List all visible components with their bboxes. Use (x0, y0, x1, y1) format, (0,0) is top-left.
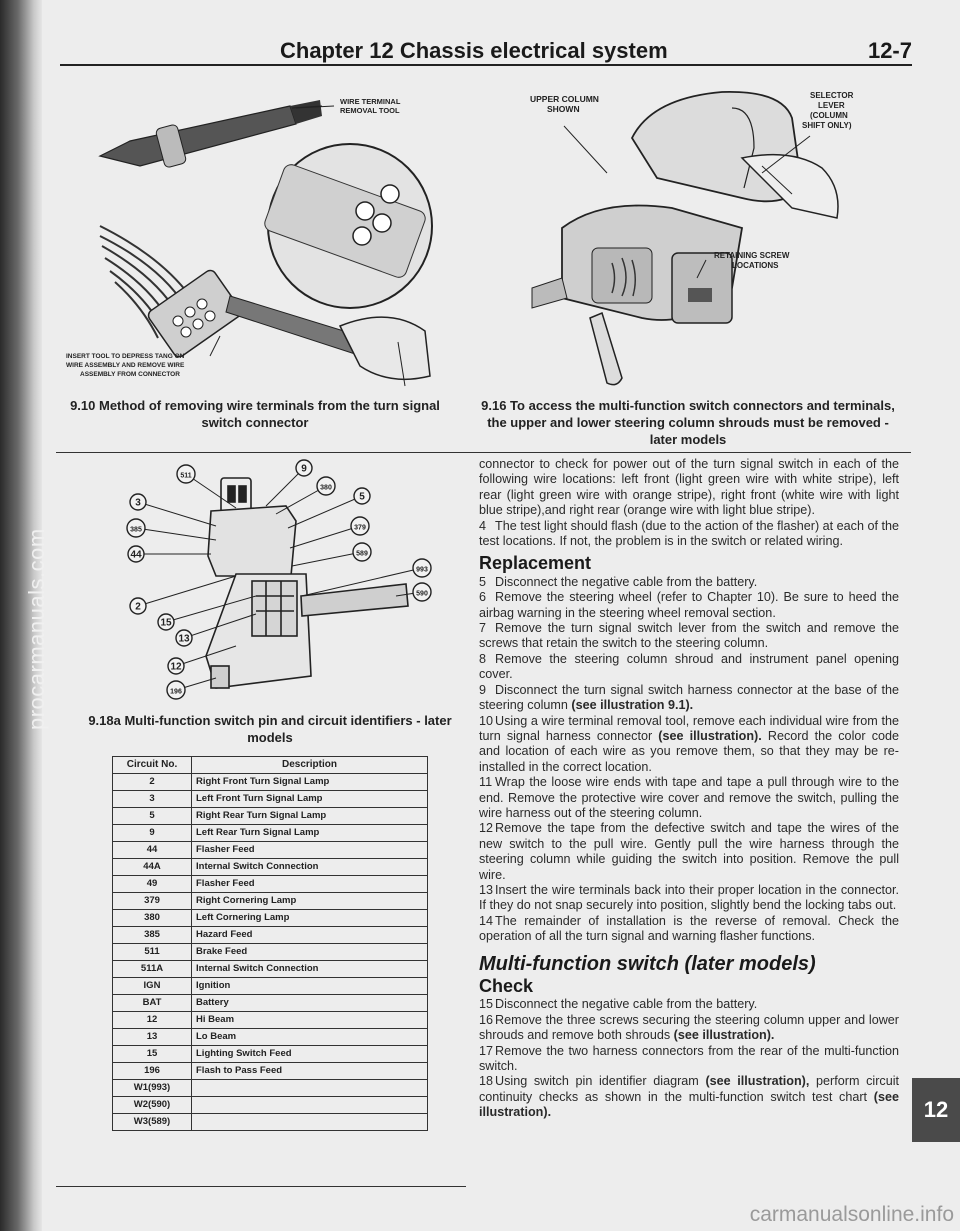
pin-leader-line (138, 576, 236, 606)
pin-marker (353, 543, 371, 561)
circuit-number: IGN (113, 978, 192, 995)
paragraph-9: 9 Disconnect the turn signal switch harness connector at the base of the steering column (see illustration 9.1). (479, 682, 899, 713)
caption-9-10: 9.10 Method of removing wire terminals from the turn signal switch connector (70, 398, 440, 430)
circuit-number: 380 (113, 910, 192, 927)
table-row (113, 808, 428, 825)
table-row (113, 893, 428, 910)
pin-label: 993 (416, 566, 428, 574)
pin-marker (128, 546, 144, 562)
body-text-column (479, 457, 899, 1121)
table-row (113, 1012, 428, 1029)
heading-multi-function-switch: Multi-function switch (later models) (479, 952, 816, 975)
pin-label: 380 (320, 484, 332, 492)
pin-label: 5 (359, 491, 365, 503)
label-lever: LEVER (818, 101, 845, 110)
pin-label: 196 (170, 688, 182, 696)
pin-leader-line (136, 528, 216, 540)
table-row (113, 995, 428, 1012)
circuit-description: Lo Beam (192, 1029, 428, 1046)
paragraph-6: 6 Remove the steering wheel (refer to Chapter 10). Be sure to heed the airbag warning in the steering wheel removal section. (479, 590, 899, 620)
pin-marker (413, 583, 431, 601)
pin-label: 589 (356, 550, 368, 558)
circuit-number: 385 (113, 927, 192, 944)
label-wire-terminal: WIRE TERMINAL (340, 97, 401, 106)
paragraph-12: 12 Remove the tape from the defective switch and tape the wires of the new switch to the pull wire. Gently pull the wire harness through the steering column while guiding the switch into position. Remove the pull wire. (479, 821, 899, 882)
paragraph-11: 11 Wrap the loose wire ends with tape and tape a pull through wire to the end. Remove the protective wire cover and remove the switch, pulling the wire harness out of the steering column. (479, 775, 899, 820)
table-row (113, 1080, 428, 1097)
pin-marker (317, 477, 335, 495)
figure-steering-column-shroud (492, 78, 882, 390)
paragraph-7: 7 Remove the turn signal switch lever from the switch and remove the screws that retain the switch to the steering column. (479, 621, 899, 651)
paragraph-18: 18 Using switch pin identifier diagram (see illustration), perform circuit continuity checks as shown in the multi-function switch test chart (see illustration). (479, 1074, 899, 1120)
circuit-description (192, 1114, 428, 1131)
table-row (113, 842, 428, 859)
circuit-number: W3(589) (113, 1114, 192, 1131)
circuit-number: 44 (113, 842, 192, 859)
table-row (113, 978, 428, 995)
circuit-description: Brake Feed (192, 944, 428, 961)
circuit-number: 44A (113, 859, 192, 876)
pin-marker (130, 494, 146, 510)
circuit-number: 511A (113, 961, 192, 978)
paragraph-5: 5 Disconnect the negative cable from the battery. (479, 574, 758, 589)
pin-marker (167, 681, 185, 699)
chapter-side-tab: 12 (912, 1078, 960, 1142)
label-insert-1: INSERT TOOL TO DEPRESS TANG ON (66, 353, 185, 360)
circuit-description: Hi Beam (192, 1012, 428, 1029)
circuit-description: Flash to Pass Feed (192, 1063, 428, 1080)
circuit-description (192, 1080, 428, 1097)
chapter-title: Chapter 12 Chassis electrical system (280, 38, 668, 63)
pin-leader-line (138, 502, 216, 526)
pin-label: 12 (170, 661, 182, 673)
pin-leader-line (290, 526, 360, 548)
circuit-description: Battery (192, 995, 428, 1012)
circuit-number: 49 (113, 876, 192, 893)
label-shown: SHOWN (547, 104, 580, 114)
circuit-description: Internal Switch Connection (192, 859, 428, 876)
circuit-number: 379 (113, 893, 192, 910)
table-row (113, 944, 428, 961)
label-column: (COLUMN (810, 111, 848, 120)
pin-marker (354, 488, 370, 504)
pin-label: 15 (160, 617, 172, 629)
watermark-procarmanuals: procarmanuals.com (24, 528, 49, 730)
circuit-number: 5 (113, 808, 192, 825)
circuit-number: 9 (113, 825, 192, 842)
pin-label: 385 (130, 526, 142, 534)
table-row (113, 825, 428, 842)
circuit-number: 196 (113, 1063, 192, 1080)
pin-marker (177, 465, 195, 483)
circuit-description: Left Cornering Lamp (192, 910, 428, 927)
pin-label: 2 (135, 601, 141, 613)
circuit-identifier-table (112, 756, 428, 1131)
label-locations: LOCATIONS (732, 261, 779, 270)
circuit-description: Flasher Feed (192, 842, 428, 859)
circuit-number: 13 (113, 1029, 192, 1046)
pin-marker (351, 517, 369, 535)
paragraph-13: 13 Insert the wire terminals back into their proper location in the connector. If they do not snap securely into position, slightly bend the locking tabs out. (479, 882, 899, 913)
table-row (113, 961, 428, 978)
pin-leader-line (292, 552, 362, 566)
pin-label: 9 (301, 463, 307, 475)
table-row (113, 1114, 428, 1131)
table-row (113, 1029, 428, 1046)
label-insert-2: WIRE ASSEMBLY AND REMOVE WIRE (66, 362, 185, 369)
circuit-description (192, 1097, 428, 1114)
pin-marker (296, 460, 312, 476)
paragraph-17: 17 Remove the two harness connectors from the rear of the multi-function switch. (479, 1043, 899, 1074)
label-retaining-screw: RETAINING SCREW (714, 251, 790, 260)
label-selector: SELECTOR (810, 91, 854, 100)
circuit-description: Right Front Turn Signal Lamp (192, 774, 428, 791)
table-row (113, 774, 428, 791)
label-removal-tool: REMOVAL TOOL (340, 106, 400, 115)
circuit-description: Right Rear Turn Signal Lamp (192, 808, 428, 825)
circuit-description: Lighting Switch Feed (192, 1046, 428, 1063)
circuit-description: Ignition (192, 978, 428, 995)
bottom-rule (56, 1186, 466, 1187)
table-row (113, 1097, 428, 1114)
paragraph-8: 8 Remove the steering column shroud and instrument panel opening cover. (479, 651, 899, 682)
circuit-number: 2 (113, 774, 192, 791)
circuit-description: Left Front Turn Signal Lamp (192, 791, 428, 808)
figure-wire-terminal-removal (60, 86, 450, 396)
figure-pin-diagram (116, 456, 436, 706)
circuit-description: Hazard Feed (192, 927, 428, 944)
circuit-description: Flasher Feed (192, 876, 428, 893)
paragraph-16: 16 Remove the three screws securing the steering column upper and lower shrouds and remove both shrouds (see illustration). (479, 1012, 899, 1043)
pin-marker (130, 598, 146, 614)
pin-label: 13 (178, 633, 190, 645)
pin-label: 3 (135, 497, 141, 509)
circuit-number: 12 (113, 1012, 192, 1029)
header-description: Description (192, 757, 428, 774)
heading-check: Check (479, 976, 534, 996)
table-row (113, 791, 428, 808)
circuit-number: W2(590) (113, 1097, 192, 1114)
table-row (113, 1063, 428, 1080)
pin-marker (158, 614, 174, 630)
circuit-description: Left Rear Turn Signal Lamp (192, 825, 428, 842)
pin-label: 590 (416, 590, 428, 598)
page-number: 12-7 (867, 38, 912, 63)
circuit-description: Right Cornering Lamp (192, 893, 428, 910)
pin-marker (127, 519, 145, 537)
table-row (113, 876, 428, 893)
table-header-row (113, 757, 428, 774)
pin-label: 511 (180, 472, 192, 480)
paragraph-10: 10 Using a wire terminal removal tool, remove each individual wire from the turn signal harness connector (see illustration). Record the color code and location of each wire as you remove them, so that they may be re-installed in the correct location. (479, 713, 900, 774)
caption-9-16: 9.16 To access the multi-function switch connectors and terminals, the upper and lower steering column shrouds must be removed - later models (481, 398, 895, 447)
label-insert-3: ASSEMBLY FROM CONNECTOR (80, 371, 180, 378)
pin-marker (168, 658, 184, 674)
heading-replacement: Replacement (479, 553, 592, 574)
watermark-carmanualsonline: carmanualsonline.info (749, 1203, 954, 1226)
paragraph-intro: connector to check for power out of the turn signal switch in each of the following wire locations: left front (light green wire with white stripe), left rear (light green wire with orange stripe), right front (white wire with light blue stripe),and right rear (orange wire with light blue stripe). (479, 457, 899, 518)
section-divider-upper (56, 452, 911, 453)
circuit-number: 511 (113, 944, 192, 961)
header-circuit-no: Circuit No. (113, 757, 192, 774)
table-row (113, 859, 428, 876)
table-row (113, 1046, 428, 1063)
caption-9-18a: 9.18a Multi-function switch pin and circuit identifiers - later models (88, 713, 452, 745)
pin-marker (413, 559, 431, 577)
circuit-number: BAT (113, 995, 192, 1012)
circuit-number: 3 (113, 791, 192, 808)
circuit-number: W1(993) (113, 1080, 192, 1097)
label-upper-column: UPPER COLUMN (530, 94, 599, 104)
paragraph-15: 15 Disconnect the negative cable from the battery. (479, 997, 758, 1012)
circuit-description: Internal Switch Connection (192, 961, 428, 978)
table-row (113, 927, 428, 944)
paragraph-4: 4 The test light should flash (due to the action of the flasher) at each of the test locations. If not, the problem is in the switch or related wiring. (479, 518, 899, 549)
pin-label: 44 (130, 549, 142, 561)
pin-marker (176, 630, 192, 646)
circuit-number: 15 (113, 1046, 192, 1063)
paragraph-14: 14 The remainder of installation is the reverse of removal. Check the operation of all the turn signal and warning flasher functions. (479, 913, 899, 944)
pin-label: 379 (354, 524, 366, 532)
table-row (113, 910, 428, 927)
page-header (60, 38, 912, 66)
label-shift-only: SHIFT ONLY) (802, 121, 852, 130)
